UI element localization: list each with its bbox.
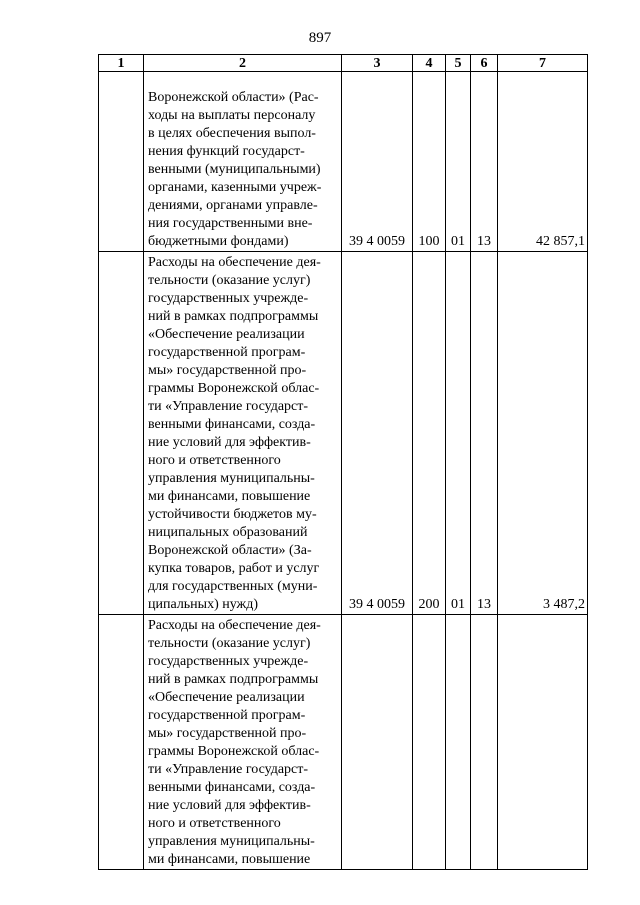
description-line: государственных учрежде- (148, 291, 309, 306)
section-cell: 01 (446, 252, 471, 615)
description-line: тельности (оказание услуг) (148, 636, 311, 651)
table-header-row (99, 55, 588, 72)
column-header-3: 3 (342, 55, 413, 72)
description-line: ми финансами, повышение (148, 852, 311, 867)
row-number-cell (99, 72, 144, 252)
table-row (99, 252, 588, 615)
description-line: «Обеспечение реализации (148, 327, 305, 342)
target-article-cell: 39 4 0059 (342, 72, 413, 252)
description-line: для государственных (муни- (148, 579, 318, 594)
budget-table (98, 54, 588, 870)
description-line: ти «Управление государст- (148, 762, 309, 777)
expense-type-cell: 100 (413, 72, 446, 252)
description-line: дениями, органами управле- (148, 198, 318, 213)
amount-cell: 42 857,1 (498, 72, 588, 252)
amount-cell: 3 487,2 (498, 252, 588, 615)
description-line: Воронежской области» (Рас- (148, 90, 319, 105)
description-line: государственной програм- (148, 708, 306, 723)
description-line: Расходы на обеспечение дея- (148, 618, 321, 633)
description-line: в целях обеспечения выпол- (148, 126, 316, 141)
description-line: ние условий для эффектив- (148, 435, 311, 450)
description-line: ми финансами, повышение (148, 489, 311, 504)
description-line: мы» государственной про- (148, 363, 307, 378)
row-number-cell (99, 252, 144, 615)
section-cell (446, 615, 471, 870)
column-header-1: 1 (99, 55, 144, 72)
subsection-cell: 13 (471, 252, 498, 615)
description-line: тельности (оказание услуг) (148, 273, 311, 288)
description-line: купка товаров, работ и услуг (148, 561, 320, 576)
description-line: ний в рамках подпрограммы (148, 672, 319, 687)
description-line: бюджетными фондами) (148, 234, 289, 249)
description-line: ного и ответственного (148, 816, 281, 831)
description-line: ний в рамках подпрограммы (148, 309, 319, 324)
description-line: управления муниципальны- (148, 834, 315, 849)
column-header-4: 4 (413, 55, 446, 72)
description-cell (144, 252, 342, 615)
expense-type-cell (413, 615, 446, 870)
description-line: граммы Воронежской облас- (148, 381, 320, 396)
table-row (99, 615, 588, 870)
description-line: венными финансами, созда- (148, 780, 316, 795)
column-header-6: 6 (471, 55, 498, 72)
description-line: венными финансами, созда- (148, 417, 316, 432)
description-line: ходы на выплаты персоналу (148, 108, 316, 123)
subsection-cell: 13 (471, 72, 498, 252)
description-line: «Обеспечение реализации (148, 690, 305, 705)
target-article-cell: 39 4 0059 (342, 252, 413, 615)
description-line: ние условий для эффектив- (148, 798, 311, 813)
description-line: Расходы на обеспечение дея- (148, 255, 321, 270)
description-line: нения функций государст- (148, 144, 305, 159)
page-number: 897 (308, 30, 332, 46)
subsection-cell (471, 615, 498, 870)
description-line: устойчивости бюджетов му- (148, 507, 317, 522)
description-line: государственной програм- (148, 345, 306, 360)
column-header-5: 5 (446, 55, 471, 72)
description-line: граммы Воронежской облас- (148, 744, 320, 759)
column-header-2: 2 (144, 55, 342, 72)
table-row (99, 72, 588, 252)
description-line: ципальных) нужд) (148, 597, 259, 612)
target-article-cell (342, 615, 413, 870)
row-number-cell (99, 615, 144, 870)
description-line: ния государственными вне- (148, 216, 313, 231)
description-cell (144, 615, 342, 870)
description-line: ного и ответственного (148, 453, 281, 468)
description-line: Воронежской области» (За- (148, 543, 312, 558)
description-line: государственных учрежде- (148, 654, 309, 669)
section-cell: 01 (446, 72, 471, 252)
description-cell (144, 72, 342, 252)
description-line: венными (муниципальными) (148, 162, 321, 177)
amount-cell (498, 615, 588, 870)
column-header-7: 7 (498, 55, 588, 72)
description-line: управления муниципальны- (148, 471, 315, 486)
description-line: ти «Управление государст- (148, 399, 309, 414)
description-line: ниципальных образований (148, 525, 308, 540)
description-line: органами, казенными учреж- (148, 180, 322, 195)
expense-type-cell: 200 (413, 252, 446, 615)
description-line: мы» государственной про- (148, 726, 307, 741)
